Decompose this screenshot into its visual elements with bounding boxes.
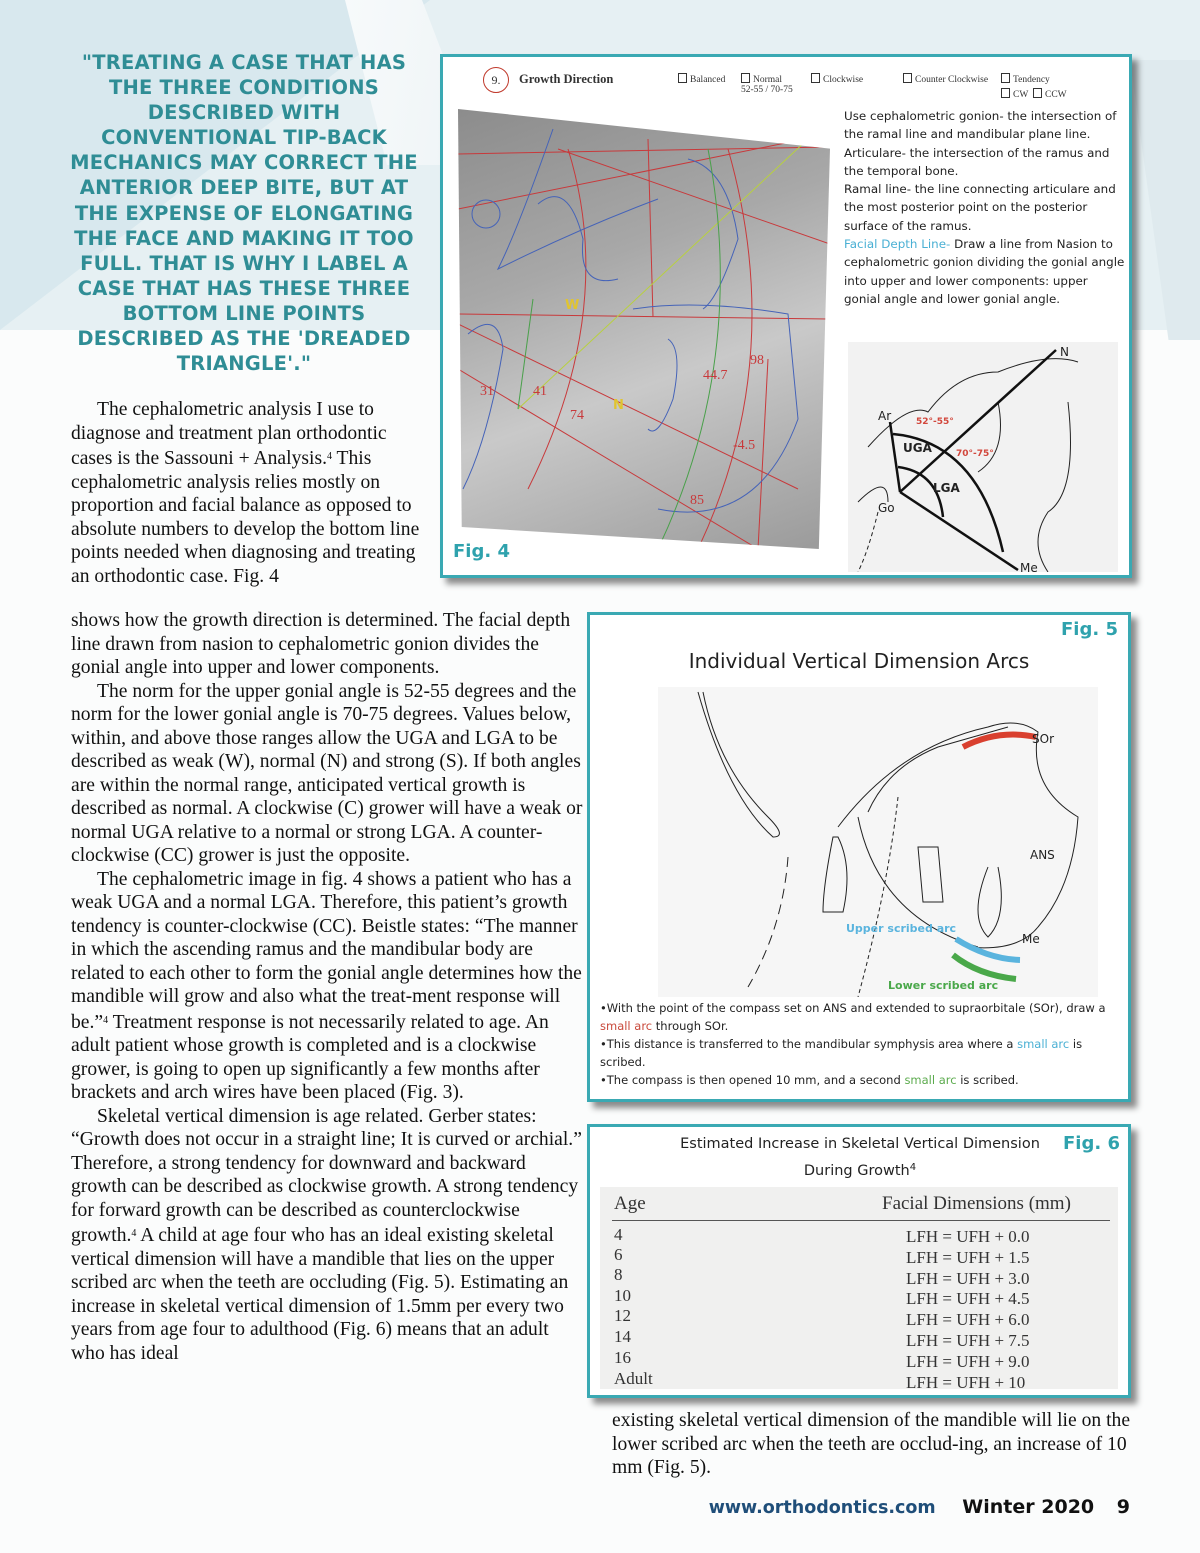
option-tendency: Tendency	[1001, 73, 1050, 85]
svg-text:44.7: 44.7	[703, 368, 728, 383]
table-row-eq: LFH = UFH + 0.0	[906, 1227, 1030, 1246]
table-row-eq: LFH = UFH + 3.0	[906, 1269, 1030, 1288]
growth-direction-form	[483, 67, 1123, 107]
svg-text:N: N	[1060, 345, 1069, 359]
table-row-eq: LFH = UFH + 1.5	[906, 1248, 1030, 1267]
arcs-drawing	[658, 687, 1098, 997]
option-balanced: Balanced	[678, 73, 725, 85]
table-row-age: 4	[614, 1225, 623, 1244]
table-row-age: 10	[614, 1286, 631, 1305]
website-link[interactable]: www.orthodontics.com	[708, 1498, 936, 1518]
svg-text:52°-55°: 52°-55°	[916, 417, 954, 427]
figure-6-title: Estimated Increase in Skeletal Vertical Dimension During Growth$^4$	[680, 1136, 1040, 1179]
article-column-2	[612, 1409, 1137, 1480]
checkbox-icon	[678, 73, 687, 83]
paragraph-3: The cephalometric image in fig. 4 shows a patient who has a weak UGA and a normal LGA. Therefore, this patient’s growth tendency is counter-clockwise (CC). Beistle states: “The manner in which the ascending ramus and the mandibular body are related to each other to form the gonial angle determines how the mandible will grow and also what the treat-ment response will be.”$^4$ Treatment response is not necessarily related to age. An adult patient whose growth is completed and is a clockwise grower, is going to open up significantly a few months after brackets and arch wires have been placed (Fig. 3).	[71, 868, 582, 1103]
svg-text:Lower scribed arc: Lower scribed arc	[888, 979, 999, 992]
svg-text:SOr: SOr	[1032, 732, 1054, 746]
issue-label: Winter 2020	[962, 1496, 1095, 1518]
figure-5-notes: •With the point of the compass set on ANS and extended to supraorbitale (SOr), draw a small arc through SOr. •This distance is transferred to the mandibular symphysis area where a small arc is scribed. •The compass is then opened 10 mm, and a second small arc is scribed.	[600, 1001, 1106, 1087]
blue-arc	[956, 939, 1020, 960]
gonial-angle-drawing	[848, 342, 1118, 572]
column-header-age: Age	[614, 1193, 646, 1214]
table-row-eq: LFH = UFH + 4.5	[906, 1289, 1030, 1308]
table-row-eq: LFH = UFH + 10	[906, 1373, 1026, 1392]
figure-5-title: Individual Vertical Dimension Arcs	[688, 649, 1030, 673]
svg-text:Ar: Ar	[878, 409, 892, 423]
option-counter-clockwise: Counter Clockwise	[903, 73, 988, 85]
label-w: W	[565, 298, 580, 313]
paragraph-1: The cephalometric analysis I use to diagnose and treatment plan orthodontic cases is the Sassouni + Analysis.$^4$ This cephalometric analysis relies mostly on proportion and facial balance as opposed to absolute numbers to develop the bottom line points needed when diagnosing and treating an orthodontic case. Fig. 4	[71, 399, 420, 587]
svg-text:74: 74	[570, 408, 584, 423]
table-row-eq: LFH = UFH + 9.0	[906, 1352, 1030, 1371]
checkbox-icon	[1001, 88, 1010, 98]
page-number: 9	[1116, 1496, 1130, 1518]
cephalometric-xray	[458, 109, 830, 549]
article-column-1-main	[71, 609, 586, 1365]
figure-4-label: Fig. 4	[453, 541, 510, 562]
figure-6-label: Fig. 6	[1063, 1133, 1120, 1154]
svg-text:Go: Go	[878, 501, 895, 515]
table-row-age: 14	[614, 1327, 631, 1346]
paragraph-4: Skeletal vertical dimension is age related. Gerber states: “Growth does not occur in a straight line; It is curved or archial.” Therefore, a strong tendency for downward and backward growth can be described as clockwise growth. A strong tendency for forward growth can be described as counterclockwise growth.$^4$ A child at age four who has an ideal existing skeletal vertical dimension will have a mandible that lies on the upper scribed arc when the teeth are occluding (Fig. 5). Estimating an increase in skeletal vertical dimension of 1.5mm per every two years from age four to adulthood (Fig. 6) means that an adult who has ideal	[71, 1105, 582, 1364]
paragraph-1-continued: shows how the growth direction is determined. The facial depth line drawn from nasion to cephalometric gonion divides the gonial angle into upper and lower components.	[71, 610, 571, 678]
checkbox-icon	[903, 73, 912, 83]
svg-text:41: 41	[533, 384, 547, 399]
gonial-angle-diagram	[848, 342, 1118, 572]
checkbox-icon	[741, 73, 750, 83]
paragraph-4-continued: existing skeletal vertical dimension of the mandible will lie on the lower scribed arc when the teeth are occlud-ing, an increase of 10 mm (Fig. 5).	[612, 1410, 1131, 1478]
svg-text:85: 85	[690, 493, 704, 508]
svg-text:LGA: LGA	[933, 481, 960, 495]
figure-4	[440, 54, 1132, 578]
svg-text:Me: Me	[1020, 561, 1038, 572]
figure-6	[587, 1124, 1131, 1398]
paragraph-2: The norm for the upper gonial angle is 52-55 degrees and the norm for the lower gonial angle is 70-75 degrees. Values below, within, and above those ranges allow the UGA and LGA to be described as weak (W), normal (N) and strong (S). If both angles are within the normal range, anticipated vertical growth is described as normal. A clockwise (C) grower will have a weak or normal UGA relative to a normal or strong LGA. A counter-clockwise (CC) grower is just the opposite.	[71, 680, 583, 866]
option-normal: Normal 52-55 / 70-75	[741, 75, 793, 95]
svg-text:UGA: UGA	[903, 441, 932, 455]
column-header-facial-dimensions: Facial Dimensions (mm)	[882, 1193, 1071, 1214]
table-row-age: 16	[614, 1348, 631, 1367]
svg-text:-4.5: -4.5	[733, 438, 756, 453]
svg-text:31: 31	[480, 384, 494, 399]
svg-text:ANS: ANS	[1030, 848, 1055, 862]
pull-quote: "TREATING A CASE THAT HAS THE THREE CONDITIONS DESCRIBED WITH CONVENTIONAL TIP-BACK MECHANICS MAY CORRECT THE ANTERIOR DEEP BITE, BUT AT THE EXPENSE OF ELONGATING THE FACE AND MAKING IT TOO FULL. THAT IS WHY I LABEL A CASE THAT HAS THESE THREE BOTTOM LINE POINTS DESCRIBED AS THE 'DREADED TRIANGLE'."	[70, 51, 418, 376]
form-title: Growth Direction	[519, 72, 614, 86]
table-row-age: Adult	[614, 1369, 653, 1388]
fig4-description: Use cephalometric gonion- the intersection of the ramal line and mandibular plane line. Articulare- the intersection of the ramus and the temporal bone. Ramal line- the line connecting articulare and the most posterior point on the posterior surface of the ramus. Facial Depth Line- Draw a line from Nasion to cephalometric gonion dividing the gonial angle into upper and lower components: upper gonial angle and lower gonial angle.	[844, 109, 1125, 306]
article-column-1-top	[71, 398, 431, 588]
checkbox-icon	[811, 73, 820, 83]
table-row-age: 12	[614, 1306, 631, 1325]
tracing-overlay	[458, 109, 830, 549]
label-n: N	[613, 398, 624, 413]
checkbox-icon	[1001, 73, 1010, 83]
svg-text:98: 98	[750, 353, 764, 368]
vertical-dimension-table	[600, 1187, 1118, 1392]
table-row-age: 6	[614, 1245, 623, 1264]
figure-5	[587, 612, 1131, 1102]
figure-5-label: Fig. 5	[1061, 619, 1118, 640]
svg-text:Me: Me	[1022, 932, 1040, 946]
table-row-age: 8	[614, 1265, 623, 1284]
header-rule	[612, 1220, 1110, 1221]
vertical-dimension-arcs-diagram	[658, 687, 1098, 997]
checkbox-icon	[1033, 88, 1042, 98]
option-clockwise: Clockwise	[811, 73, 863, 85]
form-number-circle: 9.	[483, 67, 509, 93]
svg-text:70°-75°: 70°-75°	[956, 449, 994, 459]
table-row-eq: LFH = UFH + 6.0	[906, 1310, 1030, 1329]
svg-text:Upper scribed arc: Upper scribed arc	[846, 922, 957, 935]
page-footer	[709, 1496, 1130, 1518]
table-row-eq: LFH = UFH + 7.5	[906, 1331, 1030, 1350]
option-cw: CW	[1001, 88, 1028, 100]
option-ccw: CCW	[1033, 88, 1067, 100]
